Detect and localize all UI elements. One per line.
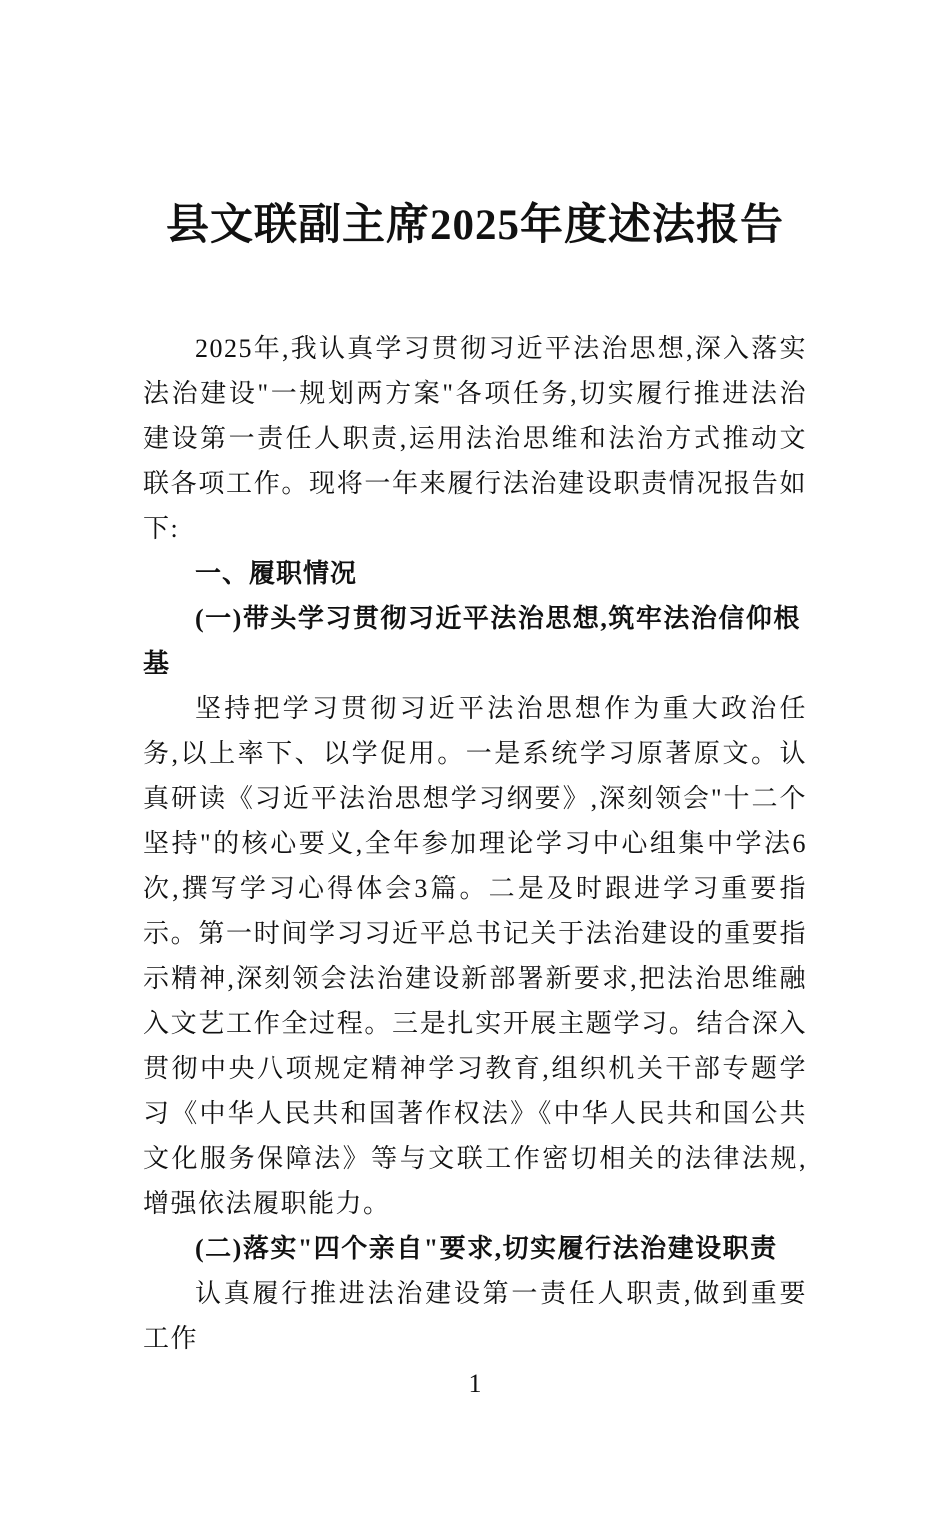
document-page (0, 196, 950, 1540)
body-paragraph-study: 坚持把学习贯彻习近平法治思想作为重大政治任务,以上率下、以学促用。一是系统学习原著原文。认真研读《习近平法治思想学习纲要》,深刻领会"十二个坚持"的核心要义,全年参加理论学习中心组集中学法6次,撰写学习心得体会3篇。二是及时跟进学习重要指示。第一时间学习习近平总书记关于法治建设的重要指示精神,深刻领会法治建设新部署新要求,把法治思维融入文艺工作全过程。三是扎实开展主题学习。结合深入贯彻中央八项规定精神学习教育,组织机关干部专题学习《中华人民共和国著作权法》《中华人民共和国公共文化服务保障法》等与文联工作密切相关的法律法规,增强依法履职能力。 (143, 694, 807, 1218)
section-heading-performance: 一、履职情况 (195, 558, 358, 588)
document-title: 县文联副主席2025年度述法报告 (166, 202, 784, 249)
page-number: 1 (468, 1369, 482, 1398)
body-paragraph-duty-partial: 认真履行推进法治建设第一责任人职责,做到重要工作 (143, 1279, 807, 1353)
intro-paragraph: 2025年,我认真学习贯彻习近平法治思想,深入落实法治建设"一规划两方案"各项任务,切实履行推进法治建设第一责任人职责,运用法治思维和法治方式推动文联各项工作。现将一年来履行法治建设职责情况报告如下: (143, 334, 807, 543)
subsection-heading-study: (一)带头学习贯彻习近平法治思想,筑牢法治信仰根基 (143, 604, 801, 678)
subsection-heading-duty: (二)落实"四个亲自"要求,切实履行法治建设职责 (195, 1234, 778, 1263)
